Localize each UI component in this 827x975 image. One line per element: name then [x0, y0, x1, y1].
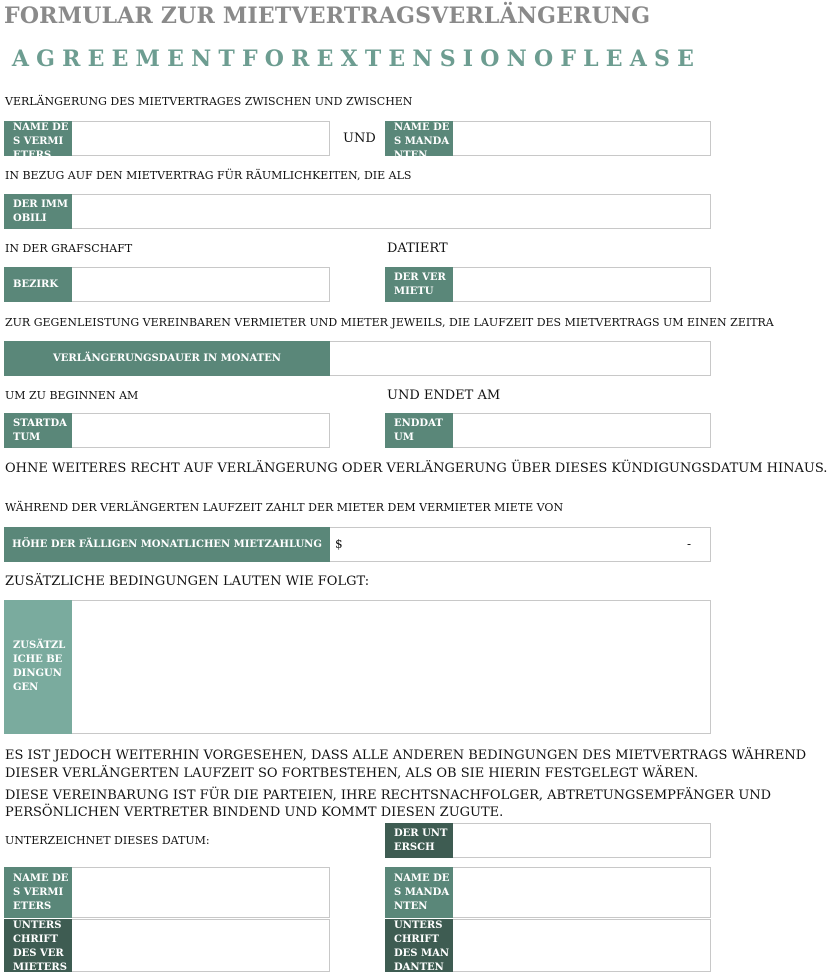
para-1-line-1: ES IST JEDOCH WEITERHIN VORGESEHEN, DASS ALLE ANDEREN BEDINGUNGEN DES MIETVERTRAGS WÄHREND [5, 748, 807, 763]
para-2-line-1: DIESE VEREINBARUNG IST FÜR DIE PARTEIEN, IHRE RECHTSNACHFOLGER, ABTRETUNGSEMPFÄNGER UND [5, 788, 772, 803]
text-end: UND ENDET AM [387, 388, 501, 403]
tenant-name-label-2: NAME DES MANDANTEN [385, 867, 453, 918]
para-1-line-2: DIESER VERLÄNGERTEN LAUFZEIT SO FORTBESTEHEN, ALS OB SIE HIERIN FESTGELEGT WÄREN. [5, 766, 699, 781]
text-and: UND [343, 131, 376, 146]
text-consideration: ZUR GEGENLEISTUNG VEREINBAREN VERMIETER UND MIETER JEWEILS, DIE LAUFZEIT DES MIETVERTRAGS UM EINEN ZEITRA [5, 316, 774, 329]
text-no-further-right: OHNE WEITERES RECHT AUF VERLÄNGERUNG ODER VERLÄNGERUNG ÜBER DIESES KÜNDIGUNGSDATUM HINAUS. [5, 461, 827, 476]
landlord-name-label: NAME DES VERMIETERS [4, 121, 72, 156]
rent-value: - [687, 537, 692, 551]
additional-terms-field[interactable] [4, 600, 711, 734]
signature-date-label: DER UNTERSCH [385, 823, 453, 858]
text-additional-terms: ZUSÄTZLICHE BEDINGUNGEN LAUTEN WIE FOLGT: [5, 574, 370, 589]
rent-currency: $ [335, 537, 343, 551]
property-label: DER IMMOBILI [4, 194, 72, 229]
end-date-label: ENDDATUM [385, 413, 453, 448]
text-begin: UM ZU BEGINNEN AM [5, 389, 139, 402]
tenant-signature-label: UNTERSCHRIFT DES MANDANTEN [385, 919, 453, 972]
text-tenant-pays: WÄHREND DER VERLÄNGERTEN LAUFZEIT ZAHLT DER MIETER DEM VERMIETER MIETE VON [5, 501, 564, 514]
text-county: IN DER GRAFSCHAFT [5, 242, 133, 255]
rent-label [4, 527, 330, 562]
additional-terms-label: ZUSÄTZLICHE BEDINGUNGEN [4, 600, 72, 734]
landlord-name-label-2: NAME DES VERMIETERS [4, 867, 72, 918]
tenant-name-label: NAME DES MANDANTEN [385, 121, 453, 156]
start-date-label: STARTDATUM [4, 413, 72, 448]
page-title: FORMULAR ZUR MIETVERTRAGSVERLÄNGERUNG [4, 3, 651, 29]
text-dated: DATIERT [387, 241, 448, 256]
landlord-signature-label: UNTERSCHRIFT DES VERMIETERS [4, 919, 72, 972]
duration-label [4, 341, 330, 376]
district-label: BEZIRK [4, 267, 72, 302]
text-signed-date: UNTERZEICHNET DIESES DATUM: [5, 834, 210, 847]
text-between: VERLÄNGERUNG DES MIETVERTRAGES ZWISCHEN UND ZWISCHEN [5, 95, 413, 108]
rent-label-text: HÖHE DER FÄLLIGEN MONATLICHEN MIETZAHLUNG [12, 538, 322, 550]
page-subtitle: AGREEMENTFOREXTENSIONOFLEASE [11, 46, 702, 72]
para-2-line-2: PERSÖNLICHEN VERTRETER BINDEND UND KOMMT DIESEN ZUGUTE. [5, 805, 504, 820]
lease-date-label: DER VERMIETU [385, 267, 453, 302]
text-regarding: IN BEZUG AUF DEN MIETVERTRAG FÜR RÄUMLICHKEITEN, DIE ALS [5, 169, 412, 182]
duration-label-text: VERLÄNGERUNGSDAUER IN MONATEN [53, 352, 281, 364]
property-field[interactable] [4, 194, 711, 229]
